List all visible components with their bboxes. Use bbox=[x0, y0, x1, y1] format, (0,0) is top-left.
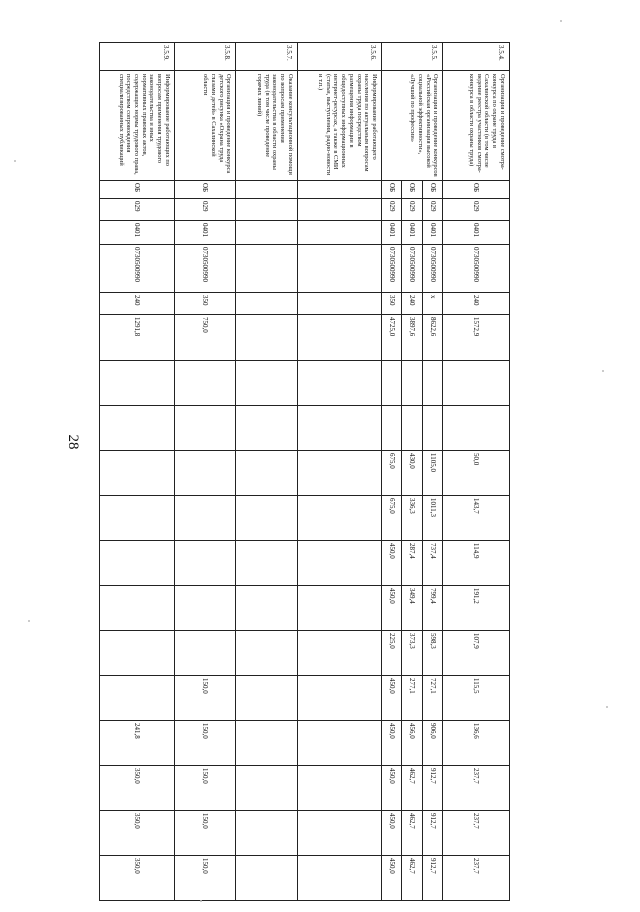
cell-year-value bbox=[381, 361, 401, 406]
page-number: 28 bbox=[65, 434, 81, 450]
row-name: Организация и проведение конкурса детского рисунка «Охрана труда глазами детей» в Сахалинской области bbox=[174, 71, 235, 181]
cell-year-value: 150,0 bbox=[174, 721, 235, 766]
cell-year-value: 450,0 bbox=[381, 676, 401, 721]
cell-rzpr: 0401 bbox=[402, 221, 422, 245]
cell-year-value: 462,7 bbox=[402, 856, 422, 901]
cell-vr: 240 bbox=[443, 293, 509, 315]
cell-year-value: 277,1 bbox=[402, 676, 422, 721]
cell-year-value: 237,7 bbox=[443, 811, 509, 856]
cell-year-value bbox=[100, 451, 175, 496]
cell-grbs: 029 bbox=[100, 199, 175, 221]
cell-year-value: 912,7 bbox=[422, 856, 442, 901]
cell-vr: 240 bbox=[402, 293, 422, 315]
cell-year-value: 287,4 bbox=[402, 541, 422, 586]
row-name: Информирование работающих по вопросам применения трудового законодательства и иных нормативных правовых актов, содержащих нормы трудового права, посредством сопровождения специализированных публикаций bbox=[100, 71, 175, 181]
cell-vr: 240 bbox=[100, 293, 175, 315]
cell-csr: 0730500990 bbox=[174, 245, 235, 293]
cell-grbs bbox=[236, 199, 297, 221]
cell-grbs: 029 bbox=[381, 199, 401, 221]
cell-src bbox=[236, 181, 297, 199]
cell-rzpr: 0401 bbox=[100, 221, 175, 245]
cell-year-value bbox=[236, 406, 297, 451]
cell-csr: 0730500990 bbox=[381, 245, 401, 293]
cell-year-value: 450,0 bbox=[381, 541, 401, 586]
cell-year-value: 462,7 bbox=[402, 766, 422, 811]
cell-year-value bbox=[236, 451, 297, 496]
rotated-table bbox=[99, 42, 519, 874]
cell-src: ОБ bbox=[100, 181, 175, 199]
cell-year-value: 143,7 bbox=[443, 496, 509, 541]
cell-year-value bbox=[297, 586, 381, 631]
cell-vr: 350 bbox=[174, 293, 235, 315]
table-row bbox=[236, 43, 297, 901]
row-name: Информирование работающего населения по актуальным вопросам охраны труда посредством размещения информации в общедоступных информационных интернет-ресурсах, а также в СМИ (статьи, выступления, радио-новости и т.п.) bbox=[297, 71, 381, 181]
cell-year-value: 912,7 bbox=[422, 766, 442, 811]
cell-year-value: 737,4 bbox=[422, 541, 442, 586]
cell-year-value: 799,4 bbox=[422, 586, 442, 631]
cell-rzpr: 0401 bbox=[174, 221, 235, 245]
cell-year-value bbox=[236, 586, 297, 631]
cell-year-value: 237,7 bbox=[443, 766, 509, 811]
row-number: 3.5.5. bbox=[381, 43, 442, 71]
cell-grbs: 029 bbox=[443, 199, 509, 221]
cell-year-value bbox=[297, 811, 381, 856]
cell-vr: 350 bbox=[381, 293, 401, 315]
cell-total bbox=[236, 315, 297, 361]
cell-year-value: 114,9 bbox=[443, 541, 509, 586]
cell-year-value bbox=[236, 856, 297, 901]
cell-total: 1291,8 bbox=[100, 315, 175, 361]
cell-vr bbox=[297, 293, 381, 315]
cell-year-value: 727,1 bbox=[422, 676, 442, 721]
cell-total: 4725,0 bbox=[381, 315, 401, 361]
cell-total: 8622,6 bbox=[422, 315, 442, 361]
cell-year-value: 225,0 bbox=[381, 631, 401, 676]
cell-year-value: 150,0 bbox=[174, 676, 235, 721]
table-row bbox=[422, 43, 442, 901]
cell-year-value: 450,0 bbox=[381, 721, 401, 766]
row-number: 3.5.4. bbox=[443, 43, 509, 71]
budget-table bbox=[99, 42, 519, 901]
cell-src: ОБ bbox=[402, 181, 422, 199]
cell-year-value: 598,3 bbox=[422, 631, 442, 676]
cell-year-value bbox=[297, 721, 381, 766]
cell-year-value bbox=[236, 361, 297, 406]
cell-year-value: 350,0 bbox=[100, 766, 175, 811]
cell-year-value bbox=[100, 496, 175, 541]
row-number: 3.5.7. bbox=[236, 43, 297, 71]
table-row bbox=[443, 43, 509, 901]
cell-total: 750,0 bbox=[174, 315, 235, 361]
cell-year-value bbox=[297, 361, 381, 406]
cell-src bbox=[297, 181, 381, 199]
cell-year-value bbox=[174, 496, 235, 541]
cell-year-value bbox=[402, 361, 422, 406]
cell-year-value: 150,0 bbox=[174, 811, 235, 856]
cell-year-value: 912,7 bbox=[422, 811, 442, 856]
cell-year-value: 450,0 bbox=[381, 856, 401, 901]
cell-csr: 0730500990 bbox=[402, 245, 422, 293]
cell-year-value bbox=[100, 631, 175, 676]
cell-grbs bbox=[297, 199, 381, 221]
cell-year-value bbox=[174, 631, 235, 676]
cell-year-value: 50,0 bbox=[443, 451, 509, 496]
row-number: 3.5.8. bbox=[174, 43, 235, 71]
cell-rzpr: 0401 bbox=[381, 221, 401, 245]
cell-grbs: 029 bbox=[174, 199, 235, 221]
cell-year-value: 350,0 bbox=[100, 811, 175, 856]
cell-year-value bbox=[100, 676, 175, 721]
cell-total bbox=[297, 315, 381, 361]
cell-year-value bbox=[174, 586, 235, 631]
cell-year-value bbox=[174, 406, 235, 451]
cell-src: ОБ bbox=[174, 181, 235, 199]
cell-csr bbox=[297, 245, 381, 293]
cell-total: 1572,9 bbox=[443, 315, 509, 361]
cell-csr: 0730500990 bbox=[422, 245, 442, 293]
cell-total: 3897,6 bbox=[402, 315, 422, 361]
cell-year-value bbox=[297, 541, 381, 586]
cell-src: ОБ bbox=[381, 181, 401, 199]
cell-year-value bbox=[297, 856, 381, 901]
cell-year-value bbox=[100, 361, 175, 406]
cell-csr bbox=[236, 245, 297, 293]
cell-year-value: 456,0 bbox=[402, 721, 422, 766]
cell-year-value: 150,0 bbox=[174, 856, 235, 901]
cell-year-value: 906,0 bbox=[422, 721, 442, 766]
cell-year-value bbox=[297, 766, 381, 811]
cell-year-value: 450,0 bbox=[381, 586, 401, 631]
cell-year-value bbox=[297, 406, 381, 451]
cell-src: ОБ bbox=[443, 181, 509, 199]
cell-vr bbox=[236, 293, 297, 315]
row-name: Оказание консультационной помощи по вопросам применения законодательства в области охраны труда (в том числе проведение горячих линий) bbox=[236, 71, 297, 181]
row-name: Организация и проведение конкурсов «Российская организация высокой социальной эффективности», «Лучший по профессии» bbox=[381, 71, 442, 181]
cell-rzpr bbox=[236, 221, 297, 245]
cell-year-value bbox=[443, 406, 509, 451]
cell-year-value bbox=[381, 406, 401, 451]
cell-year-value bbox=[236, 676, 297, 721]
cell-year-value: 336,3 bbox=[402, 496, 422, 541]
cell-year-value bbox=[236, 541, 297, 586]
cell-year-value bbox=[100, 406, 175, 451]
cell-year-value bbox=[174, 541, 235, 586]
cell-grbs: 029 bbox=[422, 199, 442, 221]
cell-year-value: 150,0 bbox=[174, 766, 235, 811]
cell-csr: 0730500990 bbox=[100, 245, 175, 293]
cell-rzpr: 0401 bbox=[422, 221, 442, 245]
cell-year-value bbox=[100, 586, 175, 631]
cell-rzpr: 0401 bbox=[443, 221, 509, 245]
cell-year-value: 350,0 bbox=[100, 856, 175, 901]
cell-year-value: 1105,0 bbox=[422, 451, 442, 496]
cell-year-value bbox=[174, 451, 235, 496]
cell-year-value bbox=[297, 496, 381, 541]
cell-grbs: 029 bbox=[402, 199, 422, 221]
cell-year-value bbox=[236, 766, 297, 811]
table-row bbox=[297, 43, 381, 901]
cell-year-value: 115,5 bbox=[443, 676, 509, 721]
cell-year-value: 675,0 bbox=[381, 451, 401, 496]
cell-rzpr bbox=[297, 221, 381, 245]
cell-year-value: 191,2 bbox=[443, 586, 509, 631]
cell-year-value bbox=[297, 451, 381, 496]
cell-year-value: 450,0 bbox=[381, 766, 401, 811]
row-number: 3.5.6. bbox=[297, 43, 381, 71]
cell-year-value bbox=[422, 361, 442, 406]
table-frame bbox=[99, 42, 519, 874]
cell-year-value bbox=[100, 541, 175, 586]
cell-year-value bbox=[174, 361, 235, 406]
cell-year-value bbox=[236, 496, 297, 541]
cell-year-value: 1011,3 bbox=[422, 496, 442, 541]
row-name: Организация и проведение смотра-конкурса по охране труда в Сахалинской области (в том числе ведение реестра участников смотра-конкурса в области охраны труда) bbox=[443, 71, 509, 181]
cell-year-value bbox=[236, 631, 297, 676]
cell-src: ОБ bbox=[422, 181, 442, 199]
cell-year-value: 237,7 bbox=[443, 856, 509, 901]
cell-year-value: 136,6 bbox=[443, 721, 509, 766]
table-row bbox=[100, 43, 175, 901]
cell-year-value: 675,0 bbox=[381, 496, 401, 541]
cell-year-value: 373,3 bbox=[402, 631, 422, 676]
cell-year-value bbox=[297, 676, 381, 721]
cell-year-value bbox=[236, 721, 297, 766]
table-row bbox=[174, 43, 235, 901]
row-number: 3.5.9. bbox=[100, 43, 175, 71]
cell-csr: 0730500990 bbox=[443, 245, 509, 293]
cell-year-value: 241,8 bbox=[100, 721, 175, 766]
cell-vr: х bbox=[422, 293, 442, 315]
cell-year-value bbox=[443, 361, 509, 406]
cell-year-value bbox=[297, 631, 381, 676]
cell-year-value bbox=[422, 406, 442, 451]
cell-year-value: 430,0 bbox=[402, 451, 422, 496]
cell-year-value: 450,0 bbox=[381, 811, 401, 856]
cell-year-value bbox=[236, 811, 297, 856]
cell-year-value: 349,4 bbox=[402, 586, 422, 631]
cell-year-value bbox=[402, 406, 422, 451]
cell-year-value: 462,7 bbox=[402, 811, 422, 856]
cell-year-value: 107,9 bbox=[443, 631, 509, 676]
